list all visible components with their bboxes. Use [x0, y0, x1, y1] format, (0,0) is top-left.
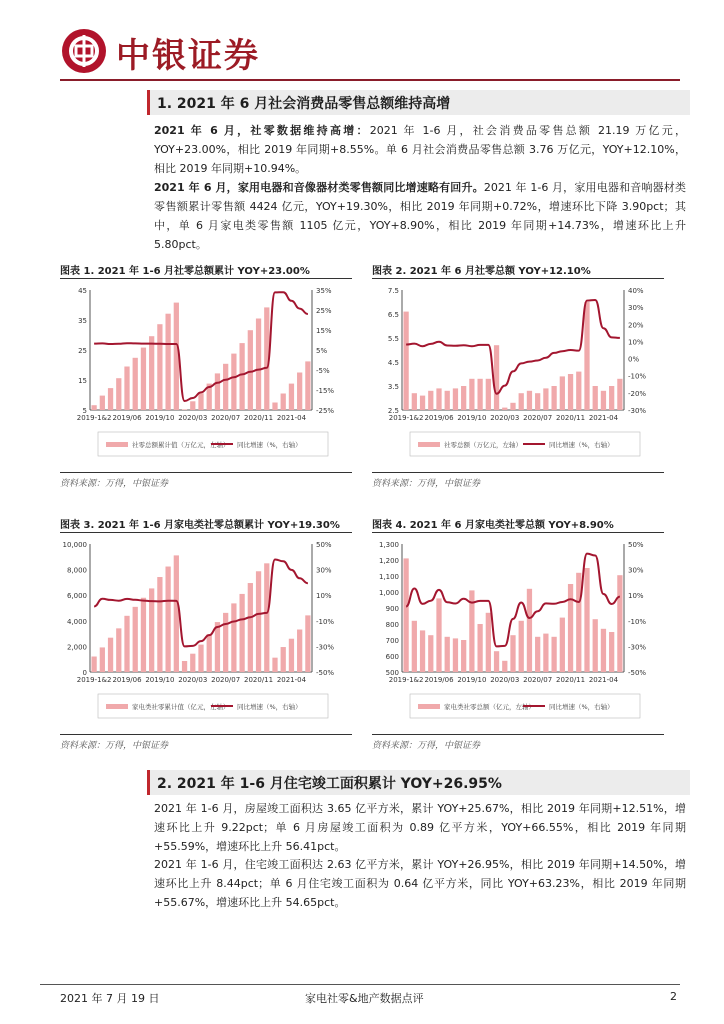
bar: [609, 632, 614, 672]
bar: [248, 583, 253, 672]
bar: [100, 396, 105, 410]
x-tick-label: 2019-1&2: [76, 676, 112, 684]
bar: [165, 314, 170, 410]
x-tick-label: 2020/11: [244, 676, 274, 684]
bar: [157, 324, 162, 410]
bar: [239, 343, 244, 410]
bar: [297, 630, 302, 672]
bar: [568, 374, 573, 410]
x-tick-label: 2020/11: [556, 676, 586, 684]
bar: [231, 603, 236, 672]
bar: [543, 388, 548, 410]
bar: [215, 373, 220, 410]
bar: [510, 403, 515, 410]
bar: [494, 651, 499, 672]
bar: [91, 405, 96, 410]
y-left-tick-label: 1,100: [378, 573, 399, 581]
figure-2-title: 图表 2. 2021 年 6 月社零总额 YOY+12.10%: [372, 266, 591, 277]
bar: [297, 373, 302, 411]
bar: [593, 386, 598, 410]
y-right-tick-label: 25%: [316, 307, 332, 315]
bar: [617, 379, 622, 410]
y-left-tick-label: 6.5: [387, 311, 399, 319]
x-tick-label: 2020/11: [244, 414, 274, 422]
bar: [609, 386, 614, 410]
section-2-title: 2. 2021 年 1-6 月住宅竣工面积累计 YOY+26.95%: [157, 776, 502, 792]
y-left-tick-label: 5: [82, 407, 87, 415]
y-left-tick-label: 900: [385, 605, 399, 613]
bar: [576, 573, 581, 672]
bar: [182, 661, 187, 672]
section-1-paragraph-1: [154, 121, 686, 178]
bar: [182, 409, 187, 410]
y-left-tick-label: 25: [78, 347, 87, 355]
bar: [100, 647, 105, 672]
footer-divider: [40, 984, 680, 985]
bar: [412, 621, 417, 672]
section-1-title: 1. 2021 年 6 月社会消费品零售总额维持高增: [157, 96, 451, 112]
chart-figure-2: [372, 280, 664, 470]
figure-2-bottom-rule: [372, 472, 664, 473]
figure-4-source: 资料来源：万得，中银证券: [372, 741, 481, 751]
legend-bar-label: 家电类社零总额（亿元，左轴）: [444, 703, 535, 711]
chart-figure-3: [60, 534, 352, 732]
y-left-tick-label: 7.5: [387, 287, 399, 295]
bar: [141, 598, 146, 672]
bar: [165, 567, 170, 672]
y-right-tick-label: -10%: [628, 372, 647, 381]
company-name: 中银证券: [116, 36, 260, 76]
legend-bar-label: 家电类社零累计值（亿元，左轴）: [132, 703, 230, 711]
bar: [502, 661, 507, 672]
bar: [560, 618, 565, 672]
legend-bar-swatch: [418, 442, 440, 447]
bar: [527, 391, 532, 410]
bar: [403, 312, 408, 410]
legend-line-label: 同比增速（%，右轴）: [237, 703, 302, 711]
bar: [535, 637, 540, 672]
bar: [445, 391, 450, 410]
paragraph-lead: 2021 年 6 月，家用电器和音像器材类零售额同比增速略有回升。: [154, 181, 484, 194]
bar: [445, 637, 450, 672]
y-right-tick-label: -30%: [316, 643, 335, 652]
x-tick-label: 2020/03: [178, 676, 208, 684]
x-tick-label: 2019/10: [145, 414, 175, 422]
y-right-tick-label: -10%: [316, 617, 335, 626]
bar: [124, 367, 129, 411]
y-left-tick-label: 0: [82, 669, 87, 677]
bar: [551, 637, 556, 672]
x-tick-label: 2021-04: [588, 414, 619, 422]
bar: [149, 336, 154, 410]
y-left-tick-label: 35: [78, 317, 87, 325]
y-right-tick-label: 35%: [316, 287, 332, 295]
bar: [601, 391, 606, 410]
y-right-tick-label: -30%: [628, 407, 647, 415]
y-right-tick-label: 15%: [316, 327, 332, 335]
figure-3-title: 图表 3. 2021 年 1-6 月家电类社零总额累计 YOY+19.30%: [60, 520, 340, 531]
y-right-tick-label: -10%: [628, 617, 647, 626]
y-left-tick-label: 1,300: [378, 541, 399, 549]
y-right-tick-label: -30%: [628, 643, 647, 652]
section-1-paragraph-2: [154, 178, 686, 254]
figure-2-rule: [372, 278, 664, 279]
bar: [157, 577, 162, 672]
company-logo-icon: [62, 29, 106, 73]
y-right-tick-label: -50%: [628, 669, 647, 677]
y-right-tick-label: 0%: [628, 355, 640, 364]
y-right-tick-label: -20%: [628, 389, 647, 398]
bar: [223, 364, 228, 410]
bar: [248, 330, 253, 410]
x-tick-label: 2020/03: [490, 676, 520, 684]
bar: [223, 613, 228, 672]
figure-1-bottom-rule: [60, 472, 352, 473]
bar: [477, 379, 482, 410]
bar: [428, 391, 433, 410]
y-left-tick-label: 500: [385, 669, 399, 677]
x-tick-label: 2019/06: [424, 676, 454, 684]
bar: [436, 388, 441, 410]
bar: [593, 619, 598, 672]
bar: [412, 393, 417, 410]
y-left-tick-label: 15: [78, 377, 87, 385]
x-tick-label: 2020/07: [523, 414, 553, 422]
chart-figure-4: [372, 534, 664, 732]
bar: [477, 624, 482, 672]
x-tick-label: 2020/07: [211, 414, 241, 422]
bar: [494, 345, 499, 410]
x-tick-label: 2019/06: [112, 414, 142, 422]
bar: [272, 403, 277, 411]
bar: [190, 401, 195, 410]
x-tick-label: 2019/06: [424, 414, 454, 422]
bar: [403, 558, 408, 672]
y-left-tick-label: 700: [385, 637, 399, 645]
bar: [305, 361, 310, 410]
figure-2-source: 资料来源：万得，中银证券: [372, 479, 481, 489]
legend-bar-label: 社零总额（万亿元，左轴）: [444, 441, 522, 449]
bar: [519, 393, 524, 410]
y-left-tick-label: 3.5: [387, 383, 399, 391]
figure-3-bottom-rule: [60, 734, 352, 735]
bar: [453, 638, 458, 672]
bar: [420, 630, 425, 672]
bar: [519, 621, 524, 672]
y-left-tick-label: 2.5: [387, 407, 399, 415]
y-right-tick-label: 20%: [628, 321, 644, 330]
y-left-tick-label: 5.5: [387, 335, 399, 343]
bar: [584, 568, 589, 672]
y-left-tick-label: 1,200: [378, 557, 399, 565]
x-tick-label: 2020/07: [211, 676, 241, 684]
legend-line-label: 同比增速（%，右轴）: [237, 441, 302, 449]
bar: [453, 388, 458, 410]
paragraph-lead: 2021 年 6 月，社零数据维持高增：: [154, 124, 370, 137]
y-right-tick-label: 30%: [628, 304, 644, 313]
y-left-tick-label: 4,000: [66, 617, 87, 626]
bar: [116, 378, 121, 410]
figure-3-source: 资料来源：万得，中银证券: [60, 741, 169, 751]
x-tick-label: 2019/10: [145, 676, 175, 684]
x-tick-label: 2019-1&2: [388, 676, 424, 684]
bar: [502, 408, 507, 410]
bar: [141, 348, 146, 410]
bar: [239, 594, 244, 672]
bar: [584, 302, 589, 410]
bar: [231, 354, 236, 410]
bar: [428, 635, 433, 672]
section-2-paragraph-2: 2021 年 1-6 月，住宅竣工面积达 2.63 亿平方米，累计 YOY+26.95%，相比 2019 年同期+14.50%，增速环比上升 8.44pct；单 6 月住宅竣工面积为 0.64 亿平方米，同比 YOY+63.23%，相比 2019 年同期+55.67%，增速环比上升 54.65pct。: [154, 858, 686, 909]
y-right-tick-label: 30%: [628, 566, 644, 575]
bar: [116, 628, 121, 672]
y-left-tick-label: 1,000: [378, 589, 399, 597]
y-right-tick-label: 50%: [316, 541, 332, 549]
bar: [256, 571, 261, 672]
paragraph-body: 2021 年 1-6 月，家用电器和音响器材类零售额累计零售额 4424 亿元，YOY+19.30%，相比 2019 年同期+0.72%，增速环比下降 3.90pct；其中，单 6 月家电类零售额 1105 亿元，YOY+8.90%，相比 2019 年同期+14.73%，增速环比上升 5.80pct。: [154, 181, 686, 251]
bar: [289, 384, 294, 410]
bar: [560, 376, 565, 410]
bar: [461, 386, 466, 410]
x-tick-label: 2019/06: [112, 676, 142, 684]
bar: [198, 393, 203, 410]
x-tick-label: 2020/03: [490, 414, 520, 422]
y-right-tick-label: 10%: [628, 338, 644, 347]
figure-4-title: 图表 4. 2021 年 6 月家电类社零总额 YOY+8.90%: [372, 520, 614, 531]
x-tick-label: 2021-04: [276, 414, 307, 422]
bar: [576, 372, 581, 410]
y-left-tick-label: 6,000: [66, 592, 87, 601]
bar: [281, 394, 286, 411]
bar: [535, 393, 540, 410]
y-right-tick-label: -50%: [316, 669, 335, 677]
x-tick-label: 2021-04: [276, 676, 307, 684]
bar: [469, 379, 474, 410]
y-right-tick-label: -25%: [316, 407, 335, 415]
y-right-tick-label: 30%: [316, 566, 332, 575]
y-right-tick-label: 40%: [628, 287, 644, 295]
y-right-tick-label: 5%: [316, 347, 328, 355]
bar: [551, 386, 556, 410]
bar: [486, 613, 491, 672]
bar: [190, 654, 195, 672]
x-tick-label: 2019/10: [457, 676, 487, 684]
footer-date: 2021 年 7 月 19 日: [60, 992, 160, 1005]
bar: [215, 622, 220, 672]
y-right-tick-label: 50%: [628, 541, 644, 549]
bar: [543, 634, 548, 672]
bar: [289, 639, 294, 672]
y-left-tick-label: 4.5: [387, 359, 399, 367]
y-left-tick-label: 2,000: [66, 643, 87, 652]
bar: [601, 629, 606, 672]
x-tick-label: 2021-04: [588, 676, 619, 684]
x-tick-label: 2019-1&2: [76, 414, 112, 422]
figure-4-bottom-rule: [372, 734, 664, 735]
section-2-paragraph-1: 2021 年 1-6 月，房屋竣工面积达 3.65 亿平方米，累计 YOY+25.67%，相比 2019 年同期+12.51%，增速环比上升 9.22pct；单 6 月房屋竣工面积为 0.89 亿平方米，YOY+66.55%，相比 2019 年同期+55.59%，增速环比上升 56.41pct。: [154, 802, 686, 853]
footer-page-number: 2: [670, 990, 677, 1003]
x-tick-label: 2020/11: [556, 414, 586, 422]
bar: [281, 647, 286, 672]
x-tick-label: 2020/07: [523, 676, 553, 684]
legend-bar-swatch: [106, 704, 128, 709]
bar: [568, 584, 573, 672]
y-left-tick-label: 10,000: [62, 541, 87, 549]
x-tick-label: 2019-1&2: [388, 414, 424, 422]
bar: [256, 319, 261, 411]
bar: [207, 634, 212, 672]
chart-figure-1: [60, 280, 352, 470]
legend-line-label: 同比增速（%，右轴）: [549, 703, 614, 711]
bar: [91, 657, 96, 672]
bar: [108, 638, 113, 672]
legend-bar-swatch: [106, 442, 128, 447]
figure-1-source: 资料来源：万得，中银证券: [60, 479, 169, 489]
paragraph-body: 2021 年 1-6 月，社会消费品零售总额 21.19 万亿元，YOY+23.00%，相比 2019 年同期+8.55%。单 6 月社会消费品零售总额 3.76 万亿元，YOY+12.10%，相比 2019 年同期+10.94%。: [154, 124, 686, 175]
legend-line-label: 同比增速（%，右轴）: [549, 441, 614, 449]
y-right-tick-label: -15%: [316, 387, 335, 395]
bar: [527, 589, 532, 672]
bar: [198, 645, 203, 672]
bar: [264, 563, 269, 672]
bar: [510, 635, 515, 672]
x-tick-label: 2019/10: [457, 414, 487, 422]
header-divider: [60, 79, 680, 81]
bar: [272, 658, 277, 672]
figure-3-rule: [60, 532, 352, 533]
y-right-tick-label: 10%: [316, 592, 332, 601]
bar: [305, 615, 310, 672]
bar: [133, 607, 138, 672]
bar: [617, 575, 622, 672]
footer-title: 家电社零&地产数据点评: [305, 992, 424, 1005]
y-right-tick-label: -5%: [316, 367, 330, 375]
bar: [124, 616, 129, 672]
bar: [420, 396, 425, 410]
bar: [174, 555, 179, 672]
y-left-tick-label: 8,000: [66, 566, 87, 575]
figure-1-rule: [60, 278, 352, 279]
x-tick-label: 2020/03: [178, 414, 208, 422]
bar: [436, 598, 441, 672]
figure-1-title: 图表 1. 2021 年 1-6 月社零总额累计 YOY+23.00%: [60, 266, 310, 277]
figure-4-rule: [372, 532, 664, 533]
bar: [108, 388, 113, 410]
y-left-tick-label: 45: [78, 287, 87, 295]
y-left-tick-label: 800: [385, 621, 399, 629]
bar: [133, 358, 138, 410]
y-right-tick-label: 10%: [628, 592, 644, 601]
y-left-tick-label: 600: [385, 653, 399, 661]
bar: [461, 640, 466, 672]
legend-bar-swatch: [418, 704, 440, 709]
legend-bar-label: 社零总额累计值（万亿元，左轴）: [132, 441, 230, 449]
bar: [486, 379, 491, 410]
